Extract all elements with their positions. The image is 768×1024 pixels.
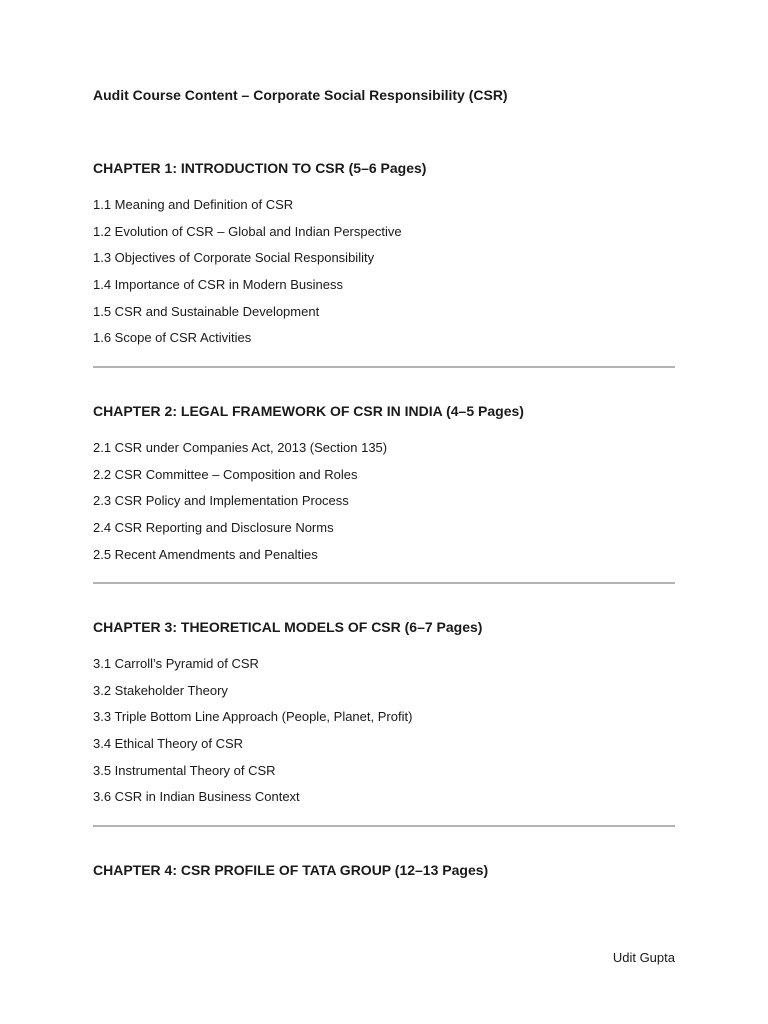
divider [93, 366, 675, 368]
list-item: 2.5 Recent Amendments and Penalties [93, 546, 318, 562]
chapter-3 [93, 619, 675, 816]
list-item: 3.2 Stakeholder Theory [93, 682, 228, 698]
chapter-heading: CHAPTER 2: LEGAL FRAMEWORK OF CSR IN INDIA (4–5 Pages) [93, 403, 524, 419]
document-title: Audit Course Content – Corporate Social Responsibility (CSR) [93, 87, 508, 103]
chapter-heading: CHAPTER 3: THEORETICAL MODELS OF CSR (6–7 Pages) [93, 619, 483, 635]
list-item: 1.1 Meaning and Definition of CSR [93, 197, 294, 212]
list-item: 2.4 CSR Reporting and Disclosure Norms [93, 520, 334, 536]
list-item: 2.2 CSR Committee – Composition and Roles [93, 466, 358, 482]
divider [93, 582, 675, 584]
author-name: Udit Gupta [612, 950, 675, 965]
list-item: 2.3 CSR Policy and Implementation Process [93, 493, 349, 509]
list-item: 1.4 Importance of CSR in Modern Business [93, 277, 344, 293]
chapter-1 [93, 160, 675, 357]
list-item: 3.5 Instrumental Theory of CSR [93, 762, 276, 778]
list-item: 3.1 Carroll’s Pyramid of CSR [93, 656, 259, 671]
list-item: 3.4 Ethical Theory of CSR [93, 736, 244, 752]
divider [93, 825, 675, 827]
chapter-heading: CHAPTER 1: INTRODUCTION TO CSR (5–6 Pages) [93, 160, 427, 176]
chapter-heading: CHAPTER 4: CSR PROFILE OF TATA GROUP (12–13 Pages) [93, 862, 489, 878]
list-item: 2.1 CSR under Companies Act, 2013 (Section 135) [93, 440, 388, 455]
list-item: 1.6 Scope of CSR Activities [93, 330, 252, 346]
chapter-2 [93, 403, 675, 573]
chapter-4 [93, 862, 675, 899]
document-page [93, 0, 675, 1024]
list-item: 1.5 CSR and Sustainable Development [93, 303, 320, 319]
list-item: 1.3 Objectives of Corporate Social Responsibility [93, 250, 375, 266]
list-item: 1.2 Evolution of CSR – Global and Indian Perspective [93, 223, 402, 239]
list-item: 3.3 Triple Bottom Line Approach (People, Planet, Profit) [93, 709, 413, 725]
list-item: 3.6 CSR in Indian Business Context [93, 789, 300, 805]
